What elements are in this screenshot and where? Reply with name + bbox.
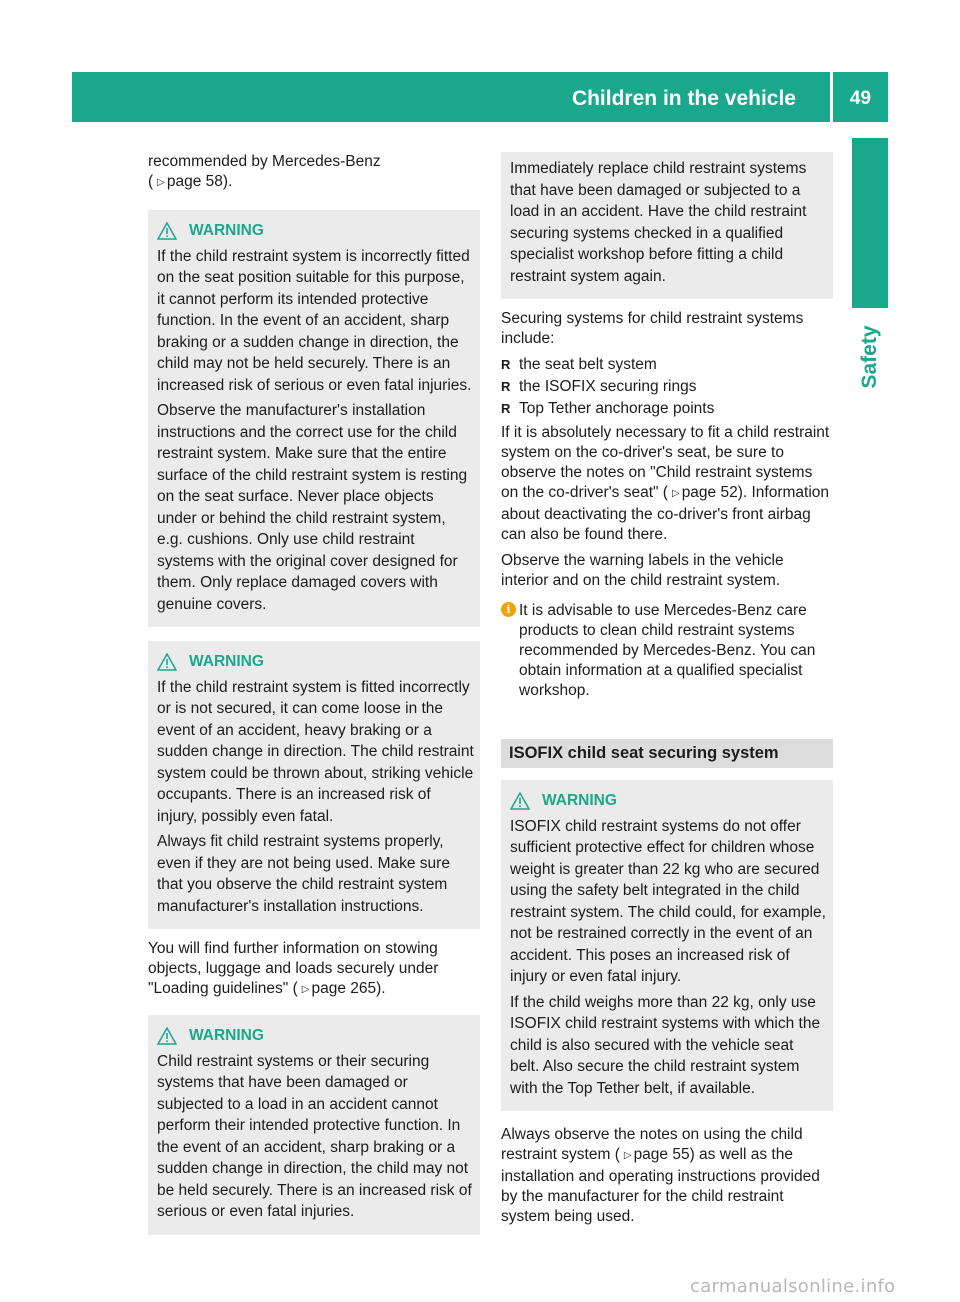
warning-text: Immediately replace child restraint systems that have been damaged or subjected to a load in an accident. Have the child restraint securing systems checked in a qualified specialist workshop before fitting a child restraint system again. xyxy=(510,160,807,285)
info-note xyxy=(501,601,833,701)
watermark: carmanualsonline.info xyxy=(690,1276,896,1297)
page-reference-link[interactable]: page 52). Information about deactivating the co-driver's front airbag can also be found there. xyxy=(501,484,830,543)
warning-box-3 xyxy=(148,1015,480,1235)
warning-box-4 xyxy=(501,780,833,1111)
section-heading: ISOFIX child seat securing system xyxy=(501,739,833,768)
warning-triangle-icon xyxy=(157,653,177,671)
warning-text: If the child restraint system is fitted incorrectly or is not secured, it can come loose in the event of an accident, heavy braking or a sudden change in direction. The child restraint system could be thrown about, striking vehicle occupants. There is an increased risk of injury, possibly even fatal. xyxy=(157,678,474,825)
warning-triangle-icon xyxy=(510,792,530,810)
header-bar xyxy=(72,72,888,122)
info-icon: i xyxy=(501,602,516,617)
securing-intro: Securing systems for child restraint systems include: xyxy=(501,310,804,347)
side-tab-marker xyxy=(852,138,888,308)
page-reference-link[interactable]: page 265). xyxy=(311,980,386,997)
chapter-title: Children in the vehicle xyxy=(571,87,796,110)
warning-header: WARNING xyxy=(157,651,474,673)
warning-text: If the child weighs more than 22 kg, only use ISOFIX child restraint systems with which the child is also secured with the vehicle seat belt. Also secure the child restraint system with the Top Tether belt, if available. xyxy=(510,993,821,1097)
labels-paragraph: Observe the warning labels in the vehicle interior and on the child restraint system. xyxy=(501,552,784,589)
list-item: R the ISOFIX securing rings xyxy=(501,377,833,397)
warning-text: ISOFIX child restraint systems do not offer sufficient protective effect for children whose weight is greater than 22 kg who are secured using the safety belt integrated in the child restraint system. The child could, for example, not be restrained correctly in the event of an accident. This poses an increased risk of injury or even fatal injury. xyxy=(510,817,826,985)
warning-header: WARNING xyxy=(157,220,474,242)
left-column xyxy=(148,152,480,1235)
codriver-paragraph: If it is absolutely necessary to fit a child restraint system on the co-driver's seat, be sure to observe the notes on "Child restraint systems on the co-driver's seat" ( ▷ page 52). Information about deactivating the co-driver's front airbag can also be found there. xyxy=(501,424,830,543)
warning-text: Child restraint systems or their securing systems that have been damaged or subjected to a load in an accident cannot perform their intended protective function. In the event of an accident, sharp braking or a sudden change in direction, the child may not be held securely. There is an increased risk of serious or even fatal injuries. xyxy=(157,1052,472,1220)
warning-triangle-icon xyxy=(157,222,177,240)
page-number: 49 xyxy=(849,88,872,109)
warning-header: WARNING xyxy=(510,790,827,812)
stowing-paragraph: You will find further information on stowing objects, luggage and loads securely under "Loading guidelines" ( ▷ page 265). xyxy=(148,940,439,997)
warning-box-1 xyxy=(148,210,480,627)
page-reference-link[interactable]: page 58). xyxy=(166,173,233,190)
page-reference-arrow-icon: ▷ xyxy=(623,1150,632,1161)
closing-paragraph: Always observe the notes on using the child restraint system ( ▷ page 55) as well as the installation and operating instructions provided by the manufacturer for the child restraint system being used. xyxy=(501,1126,820,1225)
warning-box-continued xyxy=(501,152,833,299)
page-reference-arrow-icon: ▷ xyxy=(157,177,165,188)
page-reference-link[interactable]: page 55) as well as the installation and operating instructions provided by the manufacturer for the child restraint system being used. xyxy=(501,1146,820,1225)
warning-text: Observe the manufacturer's installation instructions and the correct use for the child restraint system. Make sure that the entire surface of the child restraint system is resting on the seat surface. Never place objects under or behind the child restraint system, e.g. cushions. Only use child restraint systems with the original cover designed for them. Only replace damaged covers with genuine covers. xyxy=(157,402,468,613)
warning-box-2 xyxy=(148,641,480,929)
right-column xyxy=(501,152,833,1233)
warning-header: WARNING xyxy=(157,1025,474,1047)
intro-paragraph: recommended by Mercedes-Benz ( ▷ page 58). xyxy=(148,153,381,190)
side-tab[interactable] xyxy=(842,318,898,396)
side-tab-label: Safety xyxy=(858,325,881,389)
warning-text: Always fit child restraint systems properly, even if they are not being used. Make sure that you observe the child restraint system manufacturer's installation instructions. xyxy=(157,833,450,915)
note-text: It is advisable to use Mercedes-Benz care products to clean child restraint systems recommended by Mercedes-Benz. You can obtain information at a qualified specialist workshop. xyxy=(519,602,816,699)
warning-text: If the child restraint system is incorrectly fitted on the seat position suitable for this purpose, it cannot perform its intended protective function. In the event of an accident, sharp braking or a sudden change in direction, the child may not be held securely. There is an increased risk of serious or even fatal injuries. xyxy=(157,247,472,394)
list-item: R Top Tether anchorage points xyxy=(501,399,833,419)
warning-triangle-icon xyxy=(157,1027,177,1045)
page-reference-arrow-icon: ▷ xyxy=(671,488,680,499)
securing-list xyxy=(501,355,833,419)
list-item: R the seat belt system xyxy=(501,355,833,375)
page-reference-arrow-icon: ▷ xyxy=(301,984,310,995)
